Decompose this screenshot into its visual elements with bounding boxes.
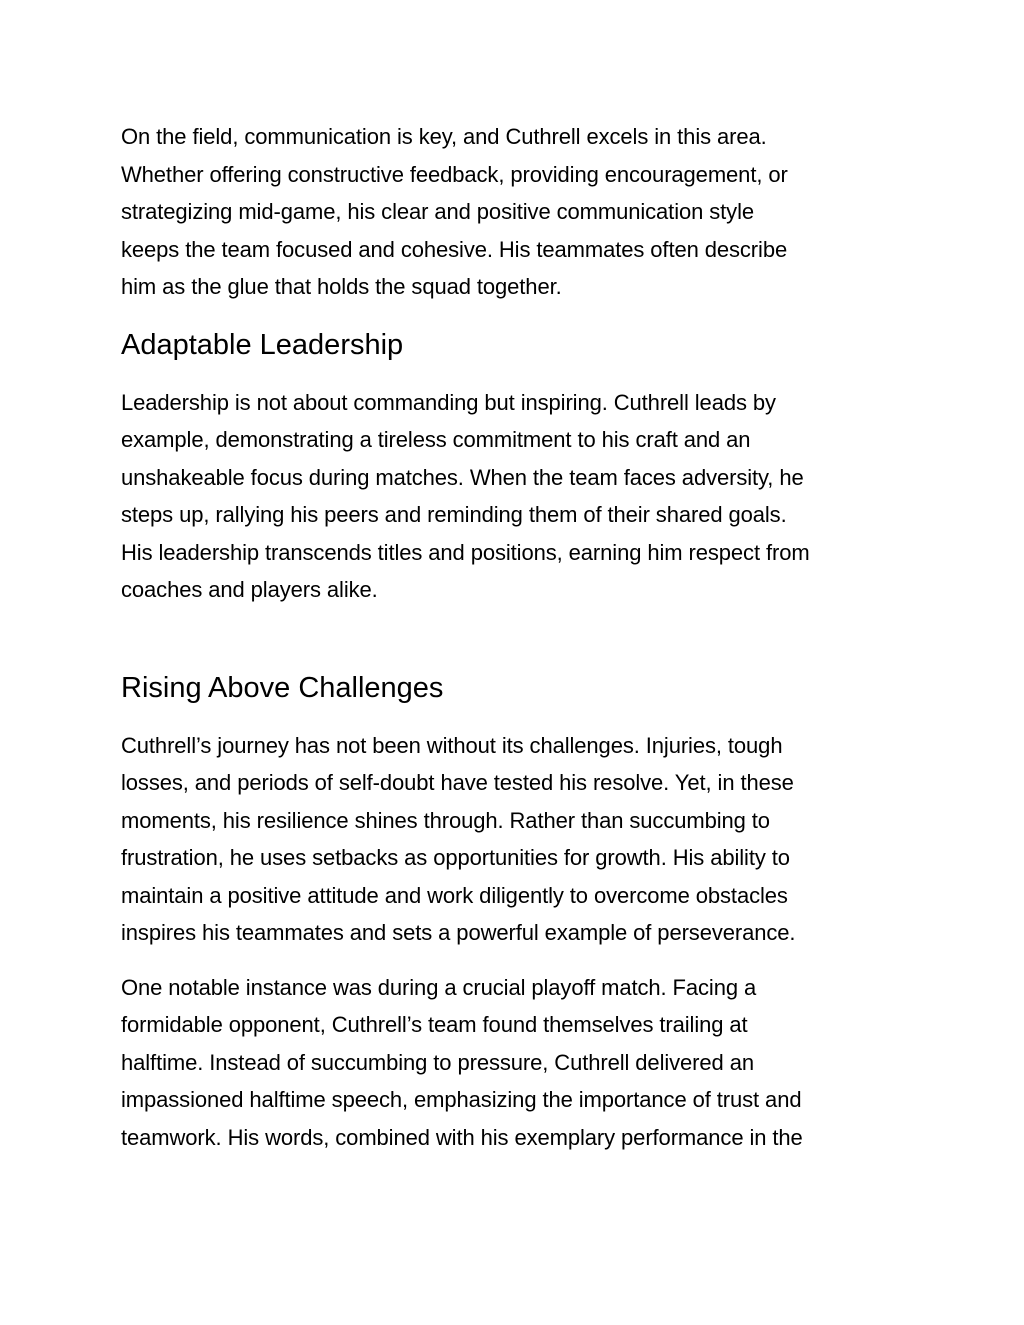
text-line: Leadership is not about commanding but inspiring. Cuthrell leads by bbox=[121, 389, 776, 415]
text-line: Cuthrell’s journey has not been without its challenges. Injuries, tough bbox=[121, 732, 783, 758]
text-line: halftime. Instead of succumbing to pressure, Cuthrell delivered an bbox=[121, 1049, 754, 1075]
text-line: steps up, rallying his peers and reminding them of their shared goals. bbox=[121, 502, 787, 527]
text-line: moments, his resilience shines through. Rather than succumbing to bbox=[121, 807, 770, 833]
text-line: unshakeable focus during matches. When the team faces adversity, he bbox=[121, 464, 804, 490]
text-line: On the field, communication is key, and Cuthrell excels in this area. bbox=[121, 124, 767, 149]
text-line: coaches and players alike. bbox=[121, 577, 378, 602]
text-line: One notable instance was during a crucial playoff match. Facing a bbox=[121, 974, 757, 1000]
text-line: him as the glue that holds the squad together. bbox=[121, 274, 562, 299]
section-heading-rising-above-challenges: Rising Above Challenges bbox=[121, 671, 444, 704]
paragraph-playoff-match bbox=[121, 969, 911, 1157]
paragraph-leadership bbox=[121, 384, 911, 609]
text-line: inspires his teammates and sets a powerful example of perseverance. bbox=[121, 920, 796, 945]
document-body bbox=[121, 118, 911, 1156]
text-line: frustration, he uses setbacks as opportunities for growth. His ability to bbox=[121, 845, 790, 870]
text-line: His leadership transcends titles and positions, earning him respect from bbox=[121, 539, 810, 565]
text-line: losses, and periods of self-doubt have tested his resolve. Yet, in these bbox=[121, 770, 794, 795]
paragraph-challenges bbox=[121, 727, 911, 952]
section-heading-adaptable-leadership: Adaptable Leadership bbox=[121, 328, 404, 361]
text-line: strategizing mid-game, his clear and positive communication style bbox=[121, 199, 755, 224]
text-line: formidable opponent, Cuthrell’s team found themselves trailing at bbox=[121, 1012, 748, 1037]
text-line: example, demonstrating a tireless commitment to his craft and an bbox=[121, 427, 751, 452]
text-line: keeps the team focused and cohesive. His teammates often describe bbox=[121, 236, 788, 262]
text-line: impassioned halftime speech, emphasizing the importance of trust and bbox=[121, 1087, 802, 1112]
text-line: Whether offering constructive feedback, providing encouragement, or bbox=[121, 161, 788, 187]
text-line: teamwork. His words, combined with his exemplary performance in the bbox=[121, 1124, 803, 1150]
paragraph-communication bbox=[121, 118, 911, 306]
text-line: maintain a positive attitude and work diligently to overcome obstacles bbox=[121, 882, 788, 908]
